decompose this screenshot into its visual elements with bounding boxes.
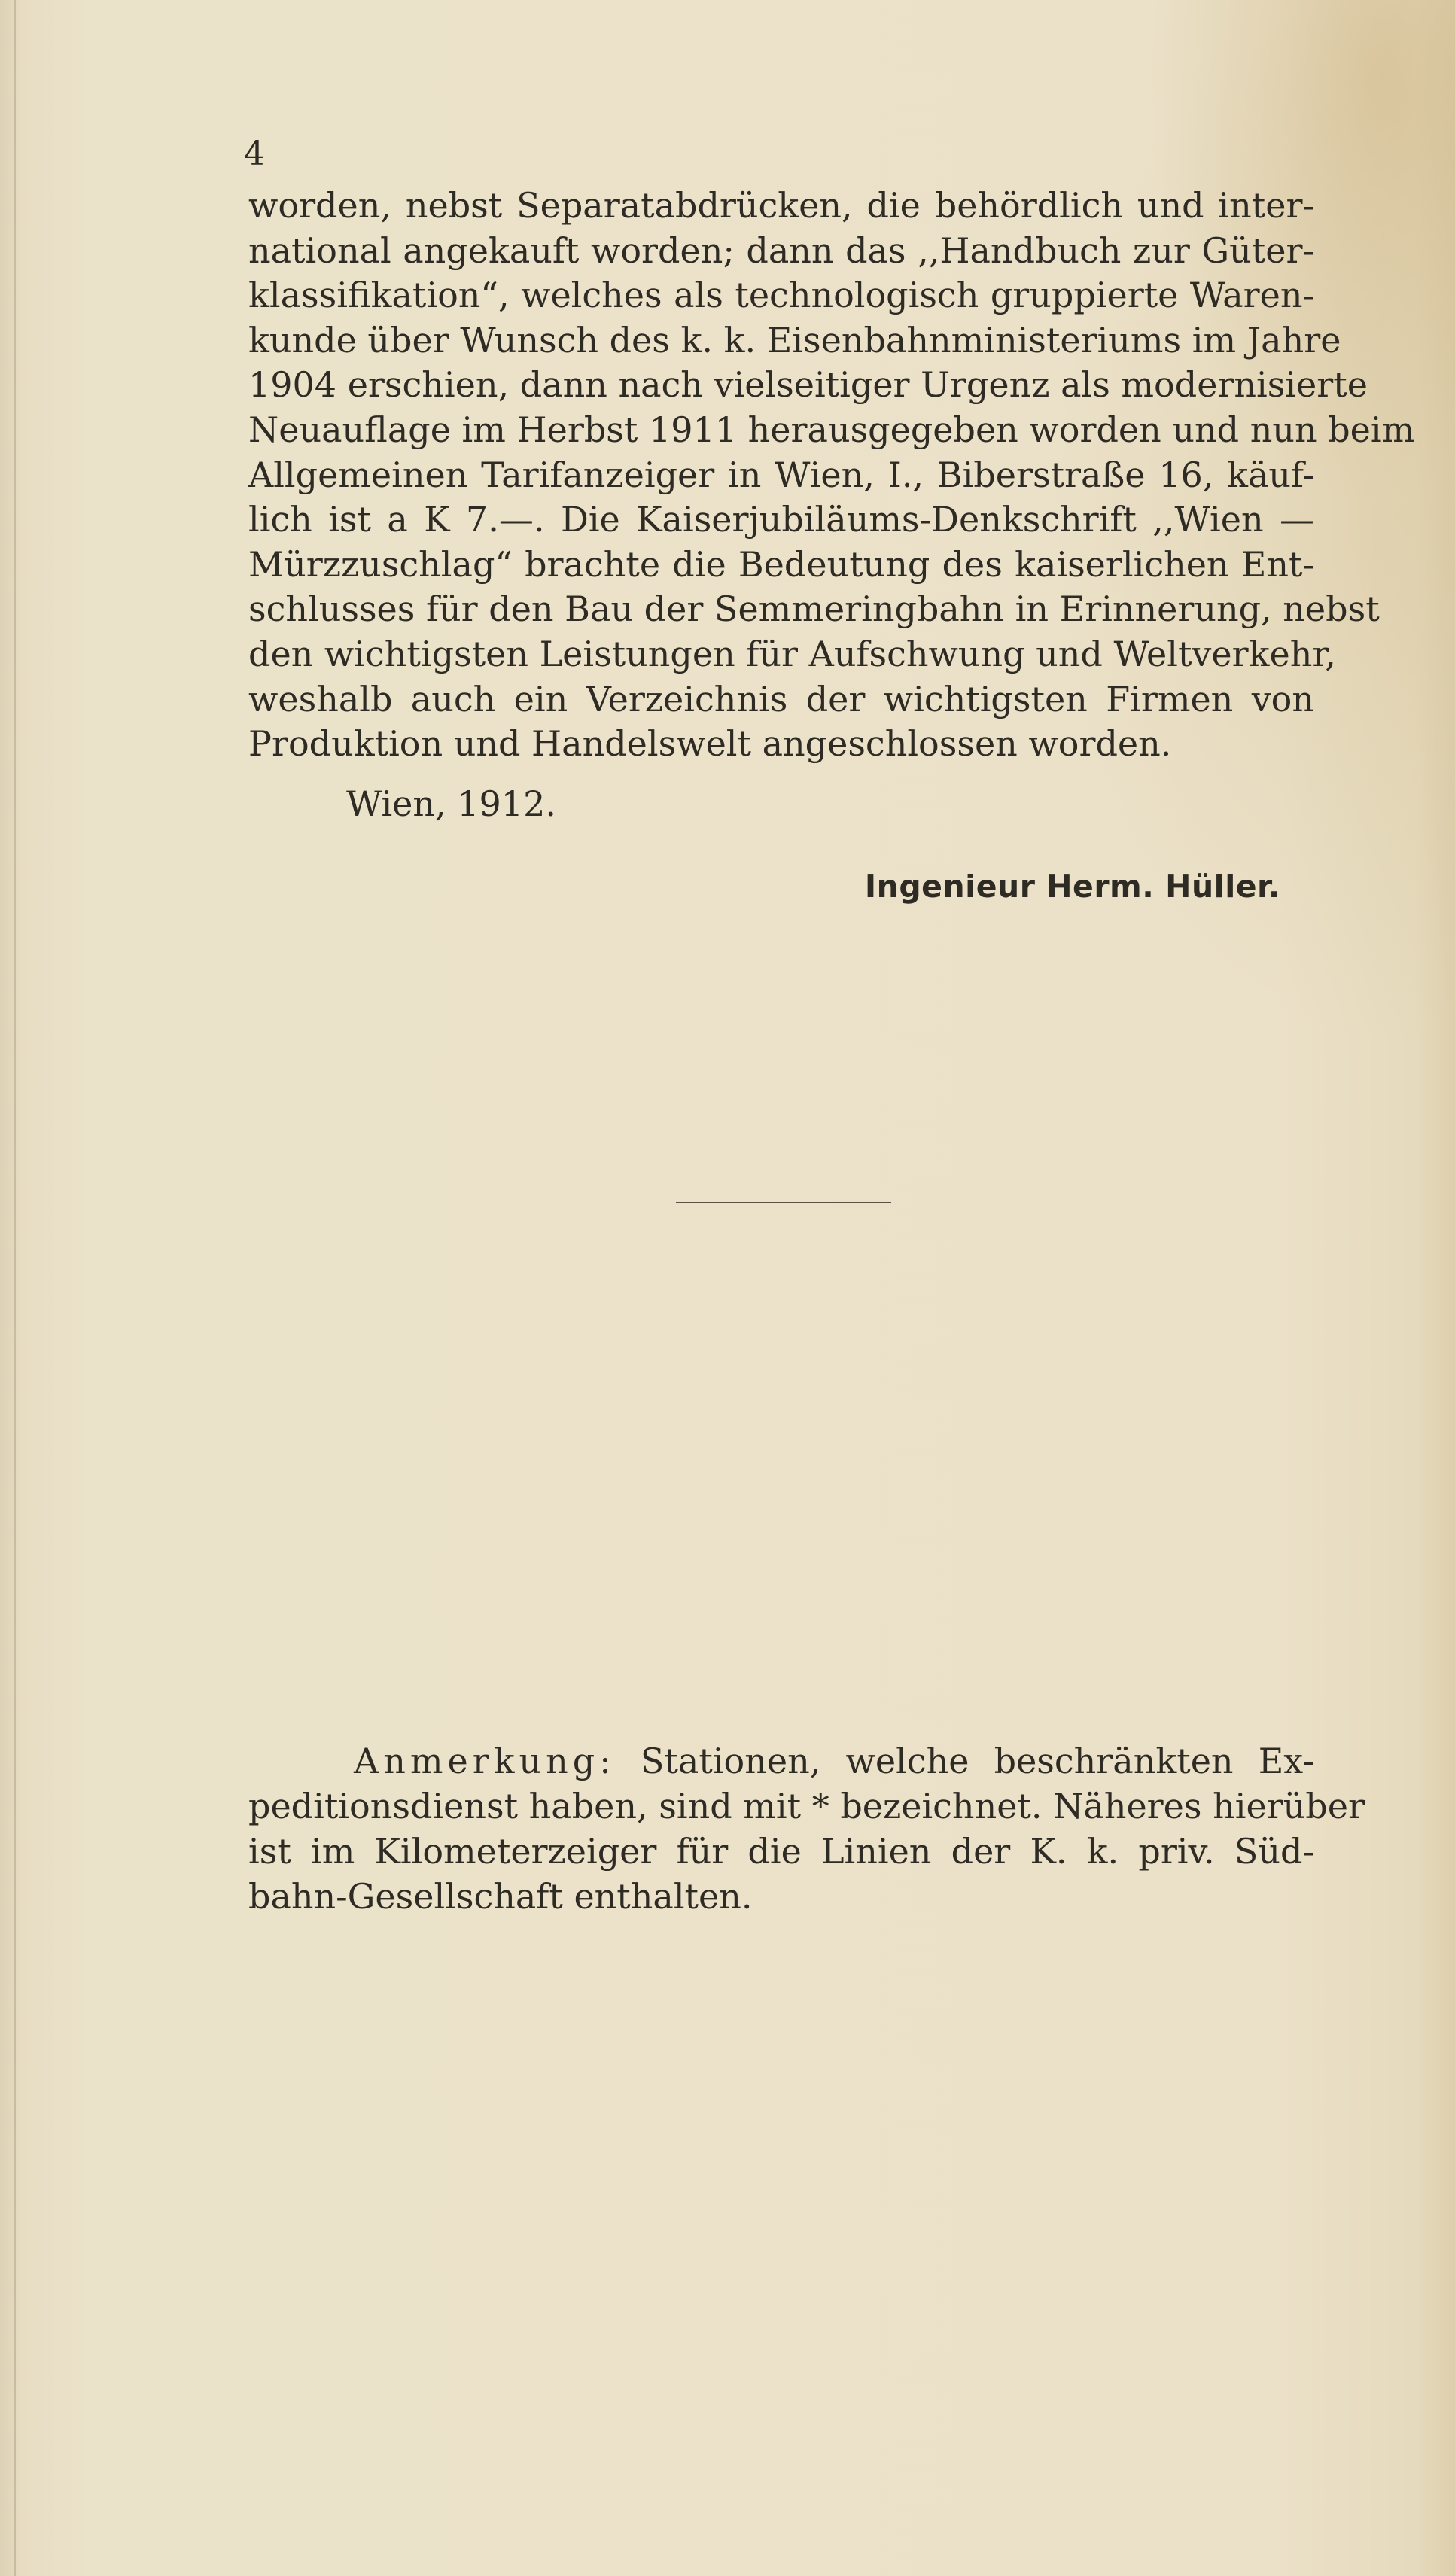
text-line: Produktion und Handelswelt angeschlossen worden. <box>248 723 1172 765</box>
text-line: national angekauft worden; dann das ,,Handbuch zur Güter- <box>248 230 1314 271</box>
text-line: Allgemeinen Tarifanzeiger in Wien, I., Biberstraße 16, käuf- <box>248 454 1314 495</box>
note-label: Anmerkung: <box>354 1741 616 1781</box>
text-line: kunde über Wunsch des k. k. Eisenbahnministeriums im Jahre <box>248 319 1341 360</box>
text-line: 1904 erschien, dann nach vielseitiger Urgenz als modernisierte <box>248 364 1368 406</box>
body-paragraph <box>248 184 1415 767</box>
page-number: 4 <box>244 135 265 173</box>
text-line: worden, nebst Separatabdrücken, die behördlich und inter- <box>248 185 1314 226</box>
place-date: Wien, 1912. <box>346 783 556 824</box>
text-line: lich ist a K 7.—. Die Kaiserjubiläums-Denkschrift ,,Wien — <box>248 499 1314 540</box>
footnote-line: ist im Kilometerzeiger für die Linien der K. k. priv. Süd- <box>248 1831 1314 1872</box>
text-line: schlusses für den Bau der Semmeringbahn in Erinnerung, nebst <box>248 588 1380 630</box>
section-divider <box>676 1202 891 1203</box>
footnote-line <box>248 1738 1314 1784</box>
footnote-paragraph <box>248 1738 1365 1919</box>
author-signature: Ingenieur Herm. Hüller. <box>864 868 1280 905</box>
footnote-line: peditionsdienst haben, sind mit * bezeichnet. Näheres hierüber <box>248 1786 1365 1826</box>
footnote-line: bahn-Gesellschaft enthalten. <box>248 1876 753 1917</box>
text-line: den wichtigsten Leistungen für Aufschwung und Weltverkehr, <box>248 633 1336 674</box>
text-line: klassifikation“, welches als technologisch gruppierte Waren- <box>248 275 1314 316</box>
text-line: Neuauflage im Herbst 1911 herausgegeben worden und nun beim <box>248 409 1415 450</box>
note-text: Stationen, welche beschränkten Ex- <box>615 1741 1314 1781</box>
text-line: Mürzzuschlag“ brachte die Bedeutung des kaiserlichen Ent- <box>248 543 1314 585</box>
page-binding-edge <box>14 0 16 2576</box>
text-line: weshalb auch ein Verzeichnis der wichtigsten Firmen von <box>248 678 1314 719</box>
